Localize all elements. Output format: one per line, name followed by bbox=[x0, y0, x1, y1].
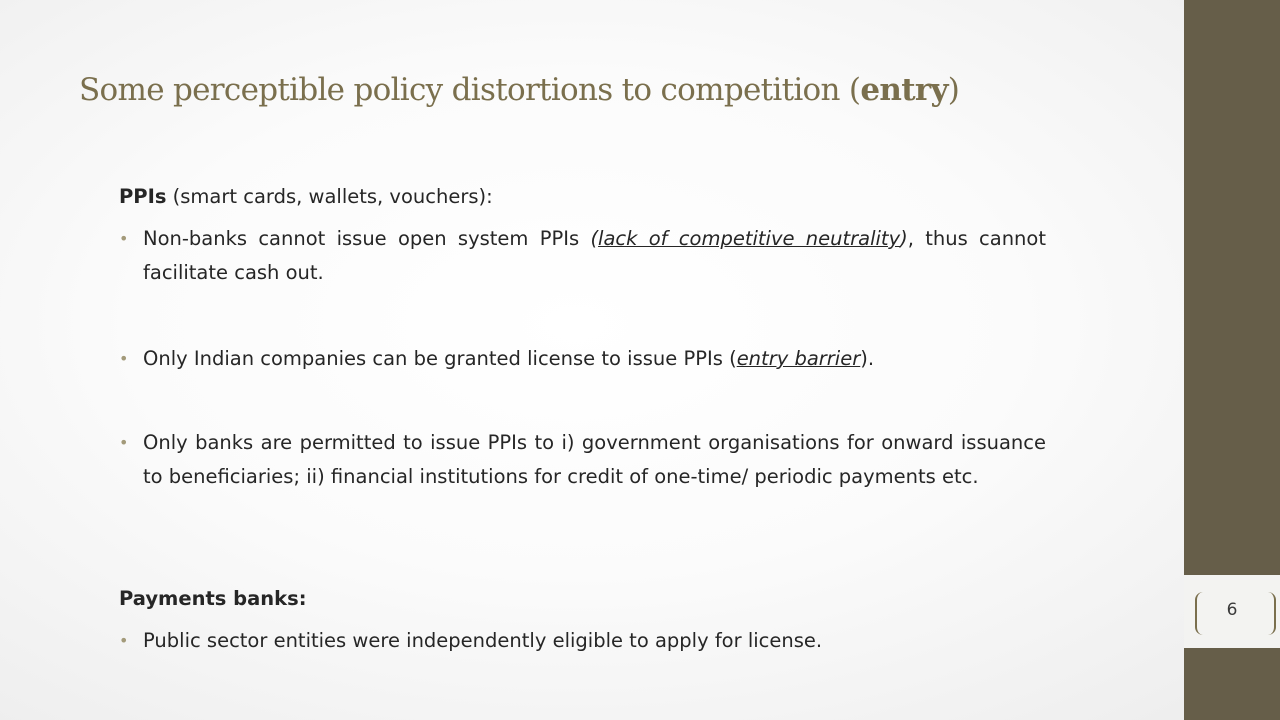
slide-title bbox=[79, 72, 959, 108]
title-prefix: Some perceptible policy distortions to competition ( bbox=[79, 72, 861, 108]
bullet-icon: • bbox=[119, 631, 129, 650]
highlight-text: entry barrier bbox=[736, 347, 861, 370]
bullet-icon: • bbox=[119, 349, 129, 368]
bullet-text: Only banks are permitted to issue PPIs to i) government organisations for onward issuance to beneficiaries; ii) financial institutions for credit of one-time/ periodic payments etc. bbox=[143, 431, 1046, 488]
page-number: 6 bbox=[1226, 600, 1238, 620]
title-suffix: ) bbox=[947, 72, 960, 108]
highlight-text: lack of competitive neutrality bbox=[598, 227, 901, 250]
bullet-icon: • bbox=[119, 229, 129, 248]
title-keyword: entry bbox=[860, 72, 948, 108]
bullet-text: Non-banks cannot issue open system PPIs (lack of competitive neutrality), thus cannot facilitate cash out. bbox=[143, 227, 1046, 284]
section-heading-payments-banks: Payments banks: bbox=[119, 587, 307, 610]
bullet-item bbox=[119, 222, 1046, 290]
bullet-text: Public sector entities were independently eligible to apply for license. bbox=[143, 629, 823, 652]
bullet-icon: • bbox=[119, 433, 129, 452]
bullet-item bbox=[119, 624, 1046, 658]
bullet-item bbox=[119, 426, 1046, 494]
section-heading-ppis: PPIs (smart cards, wallets, vouchers): bbox=[119, 185, 493, 208]
bullet-text: Only Indian companies can be granted license to issue PPIs (entry barrier). bbox=[143, 347, 875, 370]
bullet-item bbox=[119, 342, 1046, 376]
